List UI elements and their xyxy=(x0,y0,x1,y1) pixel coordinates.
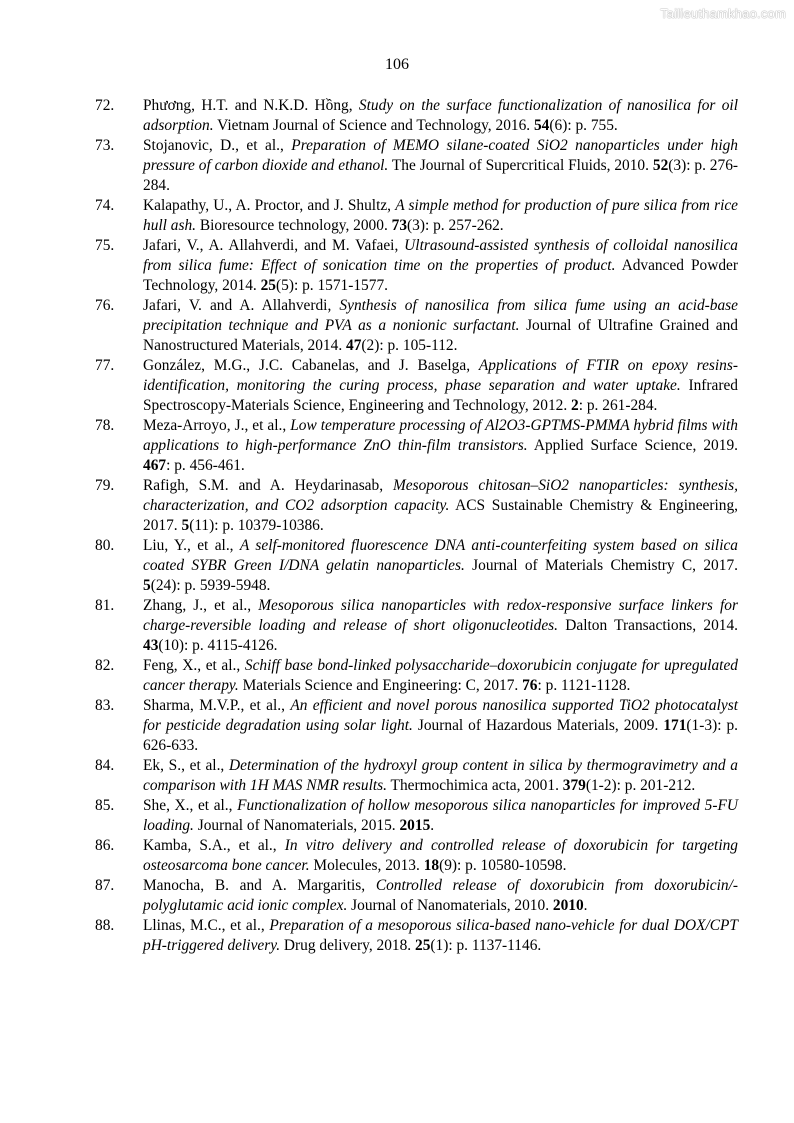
reference-text xyxy=(143,536,738,596)
reference-text xyxy=(143,596,738,656)
reference-pages: : p. 1121-1128. xyxy=(537,677,631,694)
reference-authors: Zhang, J., et al., xyxy=(143,597,259,614)
reference-item xyxy=(95,796,738,836)
reference-volume: 2015 xyxy=(399,817,431,834)
reference-title: Mesoporous silica nanoparticles with redox-responsive surface linkers for charge-reversible loading and release of short oligonucleotides. xyxy=(143,597,738,634)
reference-title: An efficient and novel porous nanosilica supported TiO2 photocatalyst for pesticide degradation using solar light. xyxy=(143,697,738,734)
reference-number: 77. xyxy=(95,357,115,374)
reference-volume: 54 xyxy=(533,117,550,134)
reference-pages: . xyxy=(583,897,588,914)
reference-authors: Stojanovic, D., et al., xyxy=(143,137,292,154)
reference-item xyxy=(95,476,738,536)
reference-number: 85. xyxy=(95,797,115,814)
reference-authors: Meza-Arroyo, J., et al., xyxy=(143,417,291,434)
reference-number: 82. xyxy=(95,657,115,674)
reference-pages: (1-3): p. 626-633. xyxy=(143,717,738,754)
reference-number: 81. xyxy=(95,597,115,614)
reference-item xyxy=(95,596,738,656)
reference-source: Journal of Materials Chemistry C, 2017. xyxy=(464,557,738,574)
reference-pages: : p. 456-461. xyxy=(166,457,245,474)
reference-item xyxy=(95,416,738,476)
reference-text xyxy=(143,416,738,476)
reference-source: Applied Surface Science, 2019. xyxy=(527,437,738,454)
reference-title: Ultrasound-assisted synthesis of colloidal nanosilica from silica fume: Effect of sonication time on the properties of product. xyxy=(143,237,738,274)
reference-authors: Phương, H.T. and N.K.D. Hồng, xyxy=(143,97,359,114)
reference-list xyxy=(95,96,738,956)
reference-authors: Kalapathy, U., A. Proctor, and J. Shultz, xyxy=(143,197,396,214)
reference-item xyxy=(95,916,738,956)
reference-title: Schiff base bond-linked polysaccharide–doxorubicin conjugate for upregulated cancer therapy. xyxy=(143,657,738,694)
reference-item xyxy=(95,356,738,416)
reference-text xyxy=(143,756,738,796)
reference-pages: (1): p. 1137-1146. xyxy=(430,937,542,954)
reference-number: 76. xyxy=(95,297,115,314)
reference-source: Journal of Hazardous Materials, 2009. xyxy=(412,717,664,734)
reference-text xyxy=(143,476,738,536)
reference-item xyxy=(95,296,738,356)
page-number: 106 xyxy=(385,56,409,73)
reference-source: Journal of Nanomaterials, 2010. xyxy=(347,897,553,914)
reference-source: Journal of Ultrafine Grained and Nanostructured Materials, 2014. xyxy=(143,317,738,354)
reference-source: ACS Sustainable Chemistry & Engineering, 2017. xyxy=(143,497,738,534)
reference-source: Infrared Spectroscopy-Materials Science, Engineering and Technology, 2012. xyxy=(143,377,738,414)
reference-number: 75. xyxy=(95,237,115,254)
reference-text xyxy=(143,696,738,756)
reference-title: Controlled release of doxorubicin from doxorubicin/-polyglutamic acid ionic complex. xyxy=(143,877,738,914)
reference-authors: Sharma, M.V.P., et al., xyxy=(143,697,291,714)
reference-source: Advanced Powder Technology, 2014. xyxy=(143,257,738,294)
reference-title: Study on the surface functionalization of nanosilica for oil adsorption. xyxy=(143,97,738,134)
reference-source: Thermochimica acta, 2001. xyxy=(386,777,563,794)
reference-title: Preparation of a mesoporous silica-based nano-vehicle for dual DOX/CPT pH-triggered delivery. xyxy=(143,917,738,954)
reference-pages: (2): p. 105-112. xyxy=(361,337,458,354)
reference-pages: (11): p. 10379-10386. xyxy=(189,517,324,534)
reference-pages: : p. 261-284. xyxy=(578,397,658,414)
reference-pages: . xyxy=(430,817,435,834)
reference-authors: Kamba, S.A., et al., xyxy=(143,837,285,854)
reference-authors: Ek, S., et al., xyxy=(143,757,229,774)
reference-authors: Liu, Y., et al., xyxy=(143,537,240,554)
reference-title: Synthesis of nanosilica from silica fume using an acid-base precipitation technique and PVA as a nonionic surfactant. xyxy=(143,297,738,334)
reference-pages: (5): p. 1571-1577. xyxy=(276,277,388,294)
reference-title: In vitro delivery and controlled release of doxorubicin for targeting osteosarcoma bone cancer. xyxy=(143,837,739,874)
reference-text xyxy=(143,196,738,236)
reference-pages: (3): p. 276-284. xyxy=(143,157,739,194)
reference-volume: 5 xyxy=(181,517,190,534)
reference-number: 87. xyxy=(95,877,115,894)
reference-pages: (24): p. 5939-5948. xyxy=(150,577,271,594)
reference-pages: (10): p. 4115-4126. xyxy=(158,637,278,654)
reference-number: 83. xyxy=(95,697,115,714)
reference-authors: Jafari, V., A. Allahverdi, and M. Vafaei, xyxy=(143,237,405,254)
reference-volume: 5 xyxy=(143,577,151,594)
reference-volume: 47 xyxy=(346,337,362,354)
reference-volume: 467 xyxy=(143,457,167,474)
reference-authors: She, X., et al., xyxy=(143,797,238,814)
reference-text xyxy=(143,96,738,136)
reference-text xyxy=(143,656,738,696)
reference-pages: (9): p. 10580-10598. xyxy=(439,857,567,874)
reference-title: Applications of FTIR on epoxy resins-identification, monitoring the curing process, phase separation and water uptake. xyxy=(143,357,738,394)
reference-title: A simple method for production of pure silica from rice hull ash. xyxy=(143,197,739,234)
reference-text xyxy=(143,136,738,196)
reference-source: Vietnam Journal of Science and Technology, 2016. xyxy=(213,117,534,134)
reference-pages: (1-2): p. 201-212. xyxy=(585,777,696,794)
reference-number: 80. xyxy=(95,537,115,554)
reference-number: 84. xyxy=(95,757,115,774)
reference-number: 88. xyxy=(95,917,115,934)
reference-item xyxy=(95,536,738,596)
reference-number: 72. xyxy=(95,97,115,114)
reference-item xyxy=(95,696,738,756)
reference-item xyxy=(95,96,738,136)
reference-title: Low temperature processing of Al2O3-GPTMS-PMMA hybrid films with applications to high-performance ZnO thin-film transistors. xyxy=(143,417,739,454)
reference-volume: 379 xyxy=(562,777,586,794)
reference-title: Preparation of MEMO silane-coated SiO2 nanoparticles under high pressure of carbon dioxide and ethanol. xyxy=(143,137,738,174)
reference-authors: Manocha, B. and A. Margaritis, xyxy=(143,877,376,894)
reference-item xyxy=(95,756,738,796)
reference-source: Drug delivery, 2018. xyxy=(280,937,415,954)
reference-item xyxy=(95,236,738,296)
reference-volume: 25 xyxy=(415,937,431,954)
reference-source: Dalton Transactions, 2014. xyxy=(558,617,739,634)
reference-volume: 73 xyxy=(391,217,408,234)
reference-number: 78. xyxy=(95,417,115,434)
reference-item xyxy=(95,656,738,696)
reference-source: Bioresource technology, 2000. xyxy=(196,217,392,234)
reference-text xyxy=(143,796,738,836)
reference-title: Determination of the hydroxyl group content in silica by thermogravimetry and a comparison with 1H MAS NMR results. xyxy=(143,757,738,794)
reference-source: Materials Science and Engineering: C, 2017. xyxy=(238,677,523,694)
reference-volume: 76 xyxy=(522,677,538,694)
reference-authors: Jafari, V. and A. Allahverdi, xyxy=(143,297,340,314)
reference-item xyxy=(95,196,738,236)
reference-authors: González, M.G., J.C. Cabanelas, and J. Baselga, xyxy=(143,357,479,374)
reference-authors: Llinas, M.C., et al., xyxy=(143,917,270,934)
reference-text xyxy=(143,916,738,956)
reference-number: 74. xyxy=(95,197,115,214)
reference-volume: 43 xyxy=(143,637,159,654)
reference-title: Mesoporous chitosan–SiO2 nanoparticles: synthesis, characterization, and CO2 adsorption capacity. xyxy=(143,477,738,514)
reference-volume: 52 xyxy=(652,157,669,174)
reference-volume: 171 xyxy=(663,717,687,734)
reference-text xyxy=(143,356,738,416)
reference-volume: 18 xyxy=(423,857,440,874)
reference-text xyxy=(143,236,738,296)
reference-item xyxy=(95,836,738,876)
reference-number: 86. xyxy=(95,837,115,854)
reference-title: A self-monitored fluorescence DNA anti-counterfeiting system based on silica coated SYBR Green I/DNA gelatin nanoparticles. xyxy=(143,537,738,574)
reference-pages: (6): p. 755. xyxy=(549,117,618,134)
reference-authors: Feng, X., et al., xyxy=(143,657,245,674)
reference-source: Molecules, 2013. xyxy=(309,857,424,874)
reference-source: Journal of Nanomaterials, 2015. xyxy=(193,817,400,834)
reference-item xyxy=(95,136,738,196)
reference-volume: 2010 xyxy=(552,897,584,914)
reference-item xyxy=(95,876,738,916)
reference-authors: Rafigh, S.M. and A. Heydarinasab, xyxy=(143,477,393,494)
reference-number: 73. xyxy=(95,137,115,154)
reference-text xyxy=(143,836,738,876)
reference-title: Functionalization of hollow mesoporous silica nanoparticles for improved 5-FU loading. xyxy=(143,797,738,834)
watermark-text: Tailieuthamkhao.com xyxy=(660,6,786,21)
reference-number: 79. xyxy=(95,477,115,494)
reference-pages: (3): p. 257-262. xyxy=(407,217,504,234)
reference-volume: 25 xyxy=(260,277,276,294)
reference-text xyxy=(143,876,738,916)
reference-volume: 2 xyxy=(571,397,579,414)
reference-source: The Journal of Supercritical Fluids, 2010. xyxy=(388,157,653,174)
reference-text xyxy=(143,296,738,356)
